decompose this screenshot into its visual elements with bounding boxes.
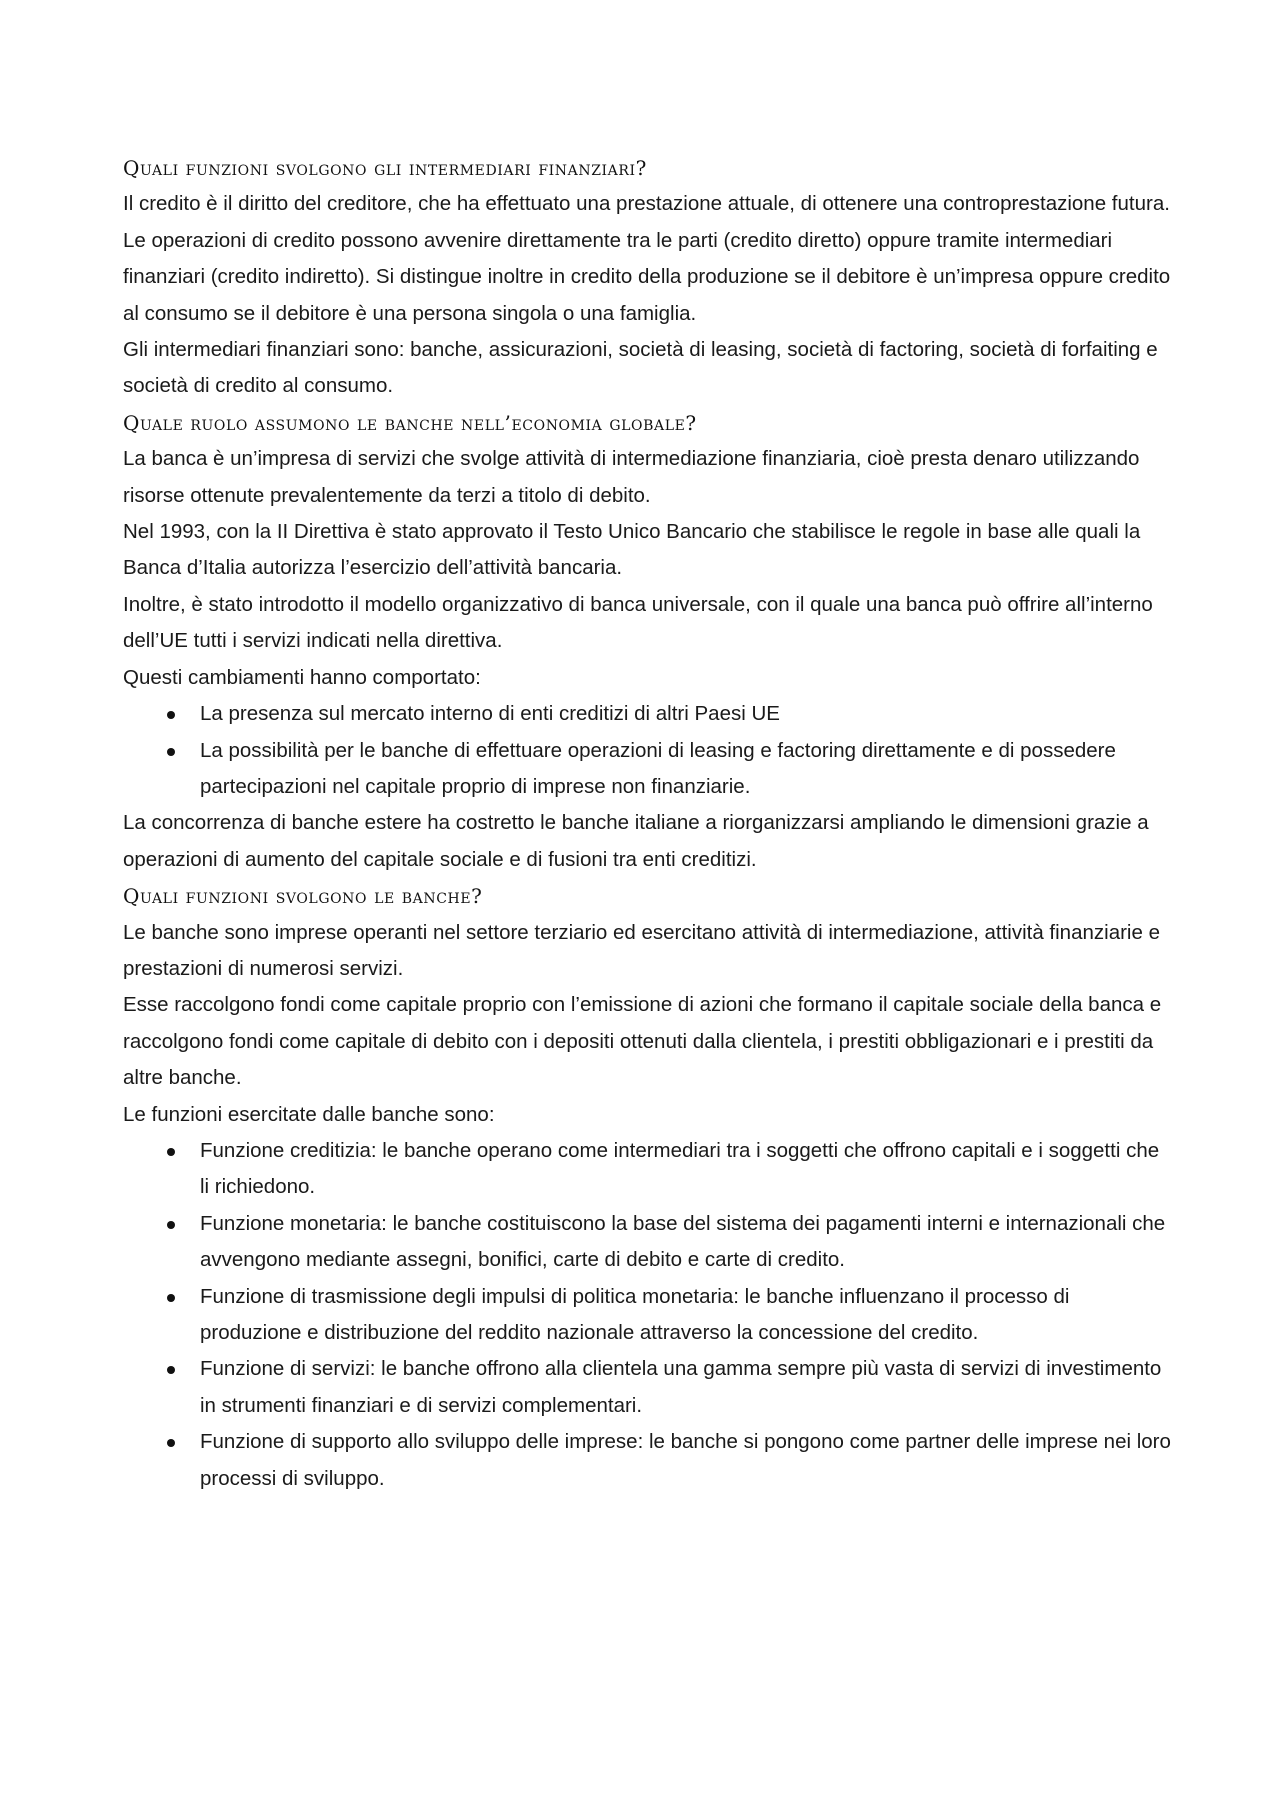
list-item-text: Funzione di trasmissione degli impulsi di politica monetaria: le banche influenzano il processo di produzione e distribuzione del reddito nazionale attraverso la concessione del credito. xyxy=(200,1284,1070,1344)
list-item xyxy=(123,696,1173,732)
list-item-text: Funzione di supporto allo sviluppo delle imprese: le banche si pongono come partner delle imprese nei loro processi di sviluppo. xyxy=(200,1430,1171,1490)
bullet-icon xyxy=(167,1439,175,1447)
paragraph: Il credito è il diritto del creditore, che ha effettuato una prestazione attuale, di ottenere una controprestazione futura. xyxy=(123,192,1170,216)
list-item xyxy=(123,1424,1173,1497)
section-heading-ruolo-banche: Quale ruolo assumono le banche nell’economia globale? xyxy=(123,410,697,435)
paragraph: Le operazioni di credito possono avvenire direttamente tra le parti (credito diretto) oppure tramite intermediari finanziari (credito indiretto). Si distingue inoltre in credito della produzione se il debitore è un’impresa oppure credito al consumo se il debitore è una persona singola o una famiglia. xyxy=(123,228,1171,325)
bullet-list-funzioni xyxy=(123,1133,1173,1497)
list-item xyxy=(123,1133,1173,1206)
document-page xyxy=(123,150,1173,1497)
paragraph: Le funzioni esercitate dalle banche sono: xyxy=(123,1102,495,1126)
list-item xyxy=(123,1206,1173,1279)
section-heading-intermediari: Quali funzioni svolgono gli intermediari finanziari? xyxy=(123,156,647,180)
bullet-icon xyxy=(167,1294,175,1302)
paragraph: Esse raccolgono fondi come capitale proprio con l’emissione di azioni che formano il capitale sociale della banca e raccolgono fondi come capitale di debito con i depositi ottenuti dalla clientela, i prestiti obbligazionari e i prestiti da altre banche. xyxy=(123,993,1162,1090)
bullet-icon xyxy=(167,711,175,719)
paragraph: Le banche sono imprese operanti nel settore terziario ed esercitano attività di intermediazione, attività finanziarie e prestazioni di numerosi servizi. xyxy=(123,920,1160,980)
list-item-text: La presenza sul mercato interno di enti creditizi di altri Paesi UE xyxy=(200,702,780,726)
list-item-text: La possibilità per le banche di effettuare operazioni di leasing e factoring direttamente e di possedere partecipazioni nel capitale proprio di imprese non finanziarie. xyxy=(200,738,1116,798)
paragraph: La banca è un’impresa di servizi che svolge attività di intermediazione finanziaria, cioè presta denaro utilizzando risorse ottenute prevalentemente da terzi a titolo di debito. xyxy=(123,447,1140,507)
section-heading-funzioni-banche: Quali funzioni svolgono le banche? xyxy=(123,884,483,909)
paragraph: Nel 1993, con la II Direttiva è stato approvato il Testo Unico Bancario che stabilisce le regole in base alle quali la Banca d’Italia autorizza l’esercizio dell’attività bancaria. xyxy=(123,520,1141,580)
list-item-text: Funzione creditizia: le banche operano come intermediari tra i soggetti che offrono capitali e i soggetti che li richiedono. xyxy=(200,1138,1160,1199)
list-item xyxy=(123,1279,1173,1352)
bullet-icon xyxy=(167,1221,175,1229)
bullet-icon xyxy=(167,1148,175,1156)
list-item-text: Funzione di servizi: le banche offrono alla clientela una gamma sempre più vasta di servizi di investimento in strumenti finanziari e di servizi complementari. xyxy=(200,1357,1162,1417)
paragraph: La concorrenza di banche estere ha costretto le banche italiane a riorganizzarsi ampliando le dimensioni grazie a operazioni di aumento del capitale sociale e di fusioni tra enti creditizi. xyxy=(123,811,1149,871)
paragraph: Questi cambiamenti hanno comportato: xyxy=(123,665,481,689)
bullet-icon xyxy=(167,748,175,756)
bullet-icon xyxy=(167,1366,175,1374)
list-item-text: Funzione monetaria: le banche costituiscono la base del sistema dei pagamenti interni e internazionali che avvengono mediante assegni, bonifici, carte di debito e carte di credito. xyxy=(200,1211,1166,1272)
paragraph: Inoltre, è stato introdotto il modello organizzativo di banca universale, con il quale una banca può offrire all’interno dell’UE tutti i servizi indicati nella direttiva. xyxy=(123,592,1153,653)
list-item xyxy=(123,1351,1173,1424)
bullet-list-cambiamenti xyxy=(123,696,1173,805)
list-item xyxy=(123,733,1173,806)
paragraph: Gli intermediari finanziari sono: banche, assicurazioni, società di leasing, società di factoring, società di forfaiting e società di credito al consumo. xyxy=(123,338,1158,398)
